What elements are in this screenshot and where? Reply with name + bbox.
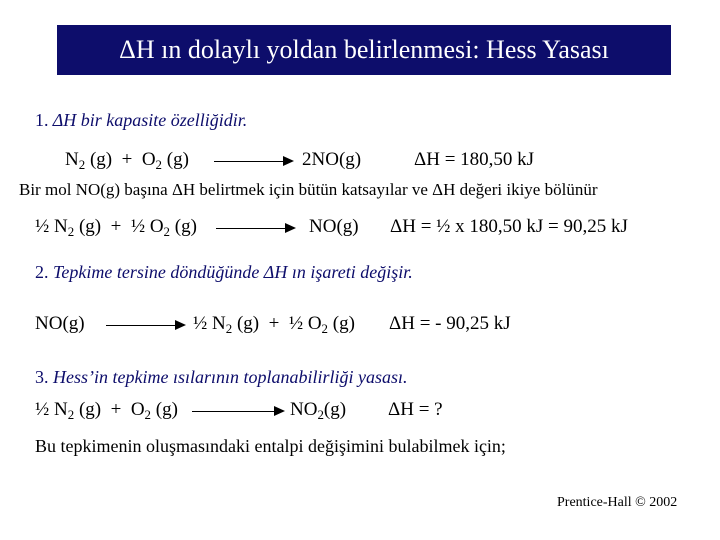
plus-sign: +	[268, 313, 280, 334]
product-half-n2-subscript: 2	[225, 320, 233, 336]
reaction-arrow	[192, 411, 283, 412]
publisher-credit: Prentice-Hall © 2002	[557, 495, 678, 510]
rule-2-number: 2.	[35, 262, 49, 282]
reactant-o2: O	[130, 399, 145, 420]
product-no2: NO	[290, 399, 318, 420]
rule-1-number: 1.	[35, 110, 49, 130]
slide-title	[57, 25, 671, 75]
product-half-o2: ½ O	[288, 313, 322, 334]
reactant-half-n2: ½ N	[35, 399, 68, 420]
reaction-arrow	[216, 228, 294, 229]
plus-sign: +	[110, 399, 122, 420]
reactant-half-n2-state: (g)	[74, 216, 102, 237]
reactant-n2-subscript: 2	[78, 156, 86, 172]
reactant-half-o2-state: (g)	[170, 216, 197, 237]
reactant-o2: O	[141, 149, 156, 170]
reaction-2-reactant: NO(g)	[35, 313, 85, 334]
product-no2-subscript: 2	[317, 406, 324, 422]
reactant-o2-state: (g)	[151, 399, 178, 420]
rule-1-heading	[35, 110, 247, 131]
reactant-o2-subscript: 2	[144, 406, 151, 422]
reaction-3-enthalpy: ΔH = ?	[388, 399, 443, 420]
reactant-o2-state: (g)	[162, 149, 189, 170]
reaction-1b-enthalpy: ΔH = ½ x 180,50 kJ = 90,25 kJ	[390, 216, 628, 237]
reaction-2-products	[193, 313, 355, 335]
plus-sign: +	[121, 149, 133, 170]
reactant-half-n2-subscript: 2	[67, 223, 75, 239]
reactant-o2-subscript: 2	[155, 156, 162, 172]
reaction-1b-product: NO(g)	[309, 216, 359, 237]
product-half-n2-state: (g)	[232, 313, 260, 334]
rule-2-heading	[35, 262, 413, 283]
reaction-2-enthalpy: ΔH = - 90,25 kJ	[389, 313, 511, 334]
reactant-half-o2-subscript: 2	[163, 223, 170, 239]
reaction-3-reactants	[35, 399, 178, 421]
reactant-half-o2: ½ O	[130, 216, 164, 237]
rule-2-text: Tepkime tersine döndüğünde ΔH ın işareti değişir.	[53, 262, 413, 282]
product-half-n2: ½ N	[193, 313, 226, 334]
rule-3-sentence: Bu tepkimenin oluşmasındaki entalpi değişimini bulabilmek için;	[35, 436, 506, 456]
reaction-1b-reactants	[35, 216, 197, 238]
reactant-half-n2-state: (g)	[74, 399, 102, 420]
reaction-arrow	[106, 325, 184, 326]
reactant-half-n2: ½ N	[35, 216, 68, 237]
rule-1-text: ΔH bir kapasite özelliğidir.	[52, 110, 248, 130]
product-no2-state: (g)	[323, 399, 347, 420]
rule-3-number: 3.	[35, 367, 49, 387]
reactant-n2-state: (g)	[85, 149, 113, 170]
product-half-o2-subscript: 2	[321, 320, 328, 336]
reaction-1-product: 2NO(g)	[302, 149, 362, 170]
halving-note: Bir mol NO(g) başına ΔH belirtmek için bütün katsayılar ve ΔH değeri ikiye bölünür	[19, 180, 598, 199]
rule-3-heading	[35, 367, 408, 388]
reactant-n2: N	[65, 149, 79, 170]
reaction-1-reactants	[65, 149, 189, 171]
reaction-3-product	[290, 399, 346, 421]
product-half-o2-state: (g)	[328, 313, 355, 334]
reaction-1-enthalpy: ΔH = 180,50 kJ	[414, 149, 535, 170]
rule-3-text: Hess’in tepkime ısılarının toplanabilirliği yasası.	[53, 367, 408, 387]
plus-sign: +	[110, 216, 122, 237]
reactant-half-n2-subscript: 2	[67, 406, 75, 422]
slide-title-text: ΔH ın dolaylı yoldan belirlenmesi: Hess Yasası	[119, 35, 609, 64]
reaction-arrow	[214, 161, 292, 162]
